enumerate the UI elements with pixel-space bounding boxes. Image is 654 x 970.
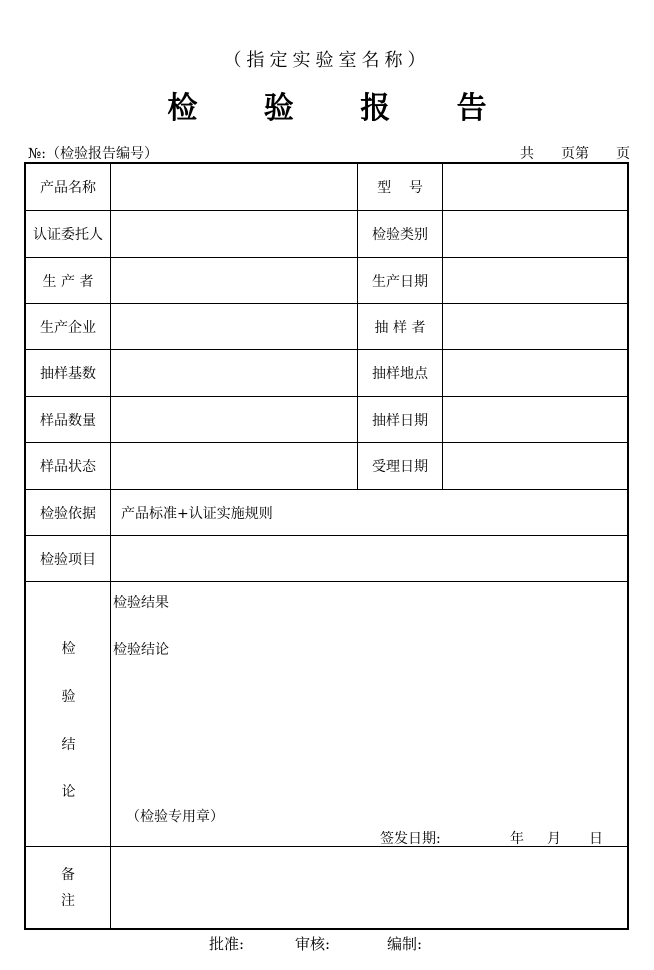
form-row-producer bbox=[26, 258, 627, 304]
label-manufacturer: 生产企业 bbox=[26, 304, 111, 349]
pages-end-label: 页 bbox=[616, 146, 630, 162]
label-acceptance-date: 受理日期 bbox=[358, 443, 443, 489]
pages-mid-label: 页第 bbox=[561, 146, 589, 162]
remarks-char-2: 注 bbox=[61, 892, 75, 909]
label-sample-status: 样品状态 bbox=[26, 443, 111, 489]
remarks-char-1: 备 bbox=[61, 866, 75, 883]
remarks-label bbox=[26, 847, 111, 928]
form-row-manufacturer bbox=[26, 304, 627, 350]
conclusion-label: 检验结论 bbox=[113, 642, 169, 658]
report-title: 检 验 报 告 bbox=[167, 91, 515, 126]
label-producer: 生 产 者 bbox=[26, 258, 111, 303]
conclusion-char-4: 论 bbox=[61, 784, 76, 800]
form-row-product-name bbox=[26, 164, 627, 211]
conclusion-char-3: 结 bbox=[61, 737, 76, 753]
field-sampling-base[interactable] bbox=[111, 350, 358, 396]
field-remarks[interactable] bbox=[111, 847, 627, 928]
pages-total-label: 共 bbox=[520, 146, 534, 162]
field-model[interactable] bbox=[443, 164, 627, 210]
field-product-name[interactable] bbox=[111, 164, 358, 210]
field-manufacturer[interactable] bbox=[111, 304, 358, 349]
field-sampler[interactable] bbox=[443, 304, 627, 349]
field-sample-quantity[interactable] bbox=[111, 397, 358, 442]
label-production-date: 生产日期 bbox=[358, 258, 443, 303]
label-basis: 检验依据 bbox=[26, 490, 111, 535]
stamp-label: （检验专用章） bbox=[126, 809, 224, 825]
field-producer[interactable] bbox=[111, 258, 358, 303]
form-row-items bbox=[26, 536, 627, 582]
label-sampling-location: 抽样地点 bbox=[358, 350, 443, 396]
lab-name: （指定实验室名称） bbox=[223, 50, 431, 71]
conclusion-label-column bbox=[26, 582, 111, 846]
label-inspection-type: 检验类别 bbox=[358, 211, 443, 257]
form-row-client bbox=[26, 211, 627, 258]
field-sampling-location[interactable] bbox=[443, 350, 627, 396]
issue-day-label: 日 bbox=[589, 831, 603, 847]
label-sampling-base: 抽样基数 bbox=[26, 350, 111, 396]
conclusion-char-1: 检 bbox=[61, 641, 76, 657]
field-inspection-type[interactable] bbox=[443, 211, 627, 257]
label-model: 型 号 bbox=[358, 164, 443, 210]
form-row-sampling-base bbox=[26, 350, 627, 397]
field-basis[interactable]: 产品标准+认证实施规则 bbox=[121, 505, 273, 522]
page-count bbox=[520, 143, 630, 163]
approve-label: 批准: bbox=[209, 935, 245, 953]
field-sample-status[interactable] bbox=[111, 443, 358, 489]
conclusion-char-2: 验 bbox=[61, 689, 76, 705]
label-sample-quantity: 样品数量 bbox=[26, 397, 111, 442]
report-number: №:（检验报告编号） bbox=[28, 146, 158, 162]
field-production-date[interactable] bbox=[443, 258, 627, 303]
field-sampling-date[interactable] bbox=[443, 397, 627, 442]
label-sampling-date: 抽样日期 bbox=[358, 397, 443, 442]
form-row-sample-status bbox=[26, 443, 627, 490]
result-label: 检验结果 bbox=[113, 595, 169, 611]
form-row-conclusion bbox=[26, 582, 627, 847]
label-client: 认证委托人 bbox=[26, 211, 111, 257]
label-sampler: 抽 样 者 bbox=[358, 304, 443, 349]
label-items: 检验项目 bbox=[26, 536, 111, 581]
form-row-remarks bbox=[26, 847, 627, 928]
label-product-name: 产品名称 bbox=[26, 164, 111, 210]
report-form bbox=[24, 162, 629, 930]
field-items[interactable] bbox=[111, 536, 627, 581]
review-label: 审核: bbox=[295, 935, 331, 953]
field-client[interactable] bbox=[111, 211, 358, 257]
form-row-sample-quantity bbox=[26, 397, 627, 443]
issue-month-label: 月 bbox=[547, 831, 561, 847]
field-acceptance-date[interactable] bbox=[443, 443, 627, 489]
issue-date-label: 签发日期: bbox=[380, 831, 441, 847]
prepare-label: 编制: bbox=[387, 935, 423, 953]
issue-year-label: 年 bbox=[510, 831, 524, 847]
form-row-basis bbox=[26, 490, 627, 536]
